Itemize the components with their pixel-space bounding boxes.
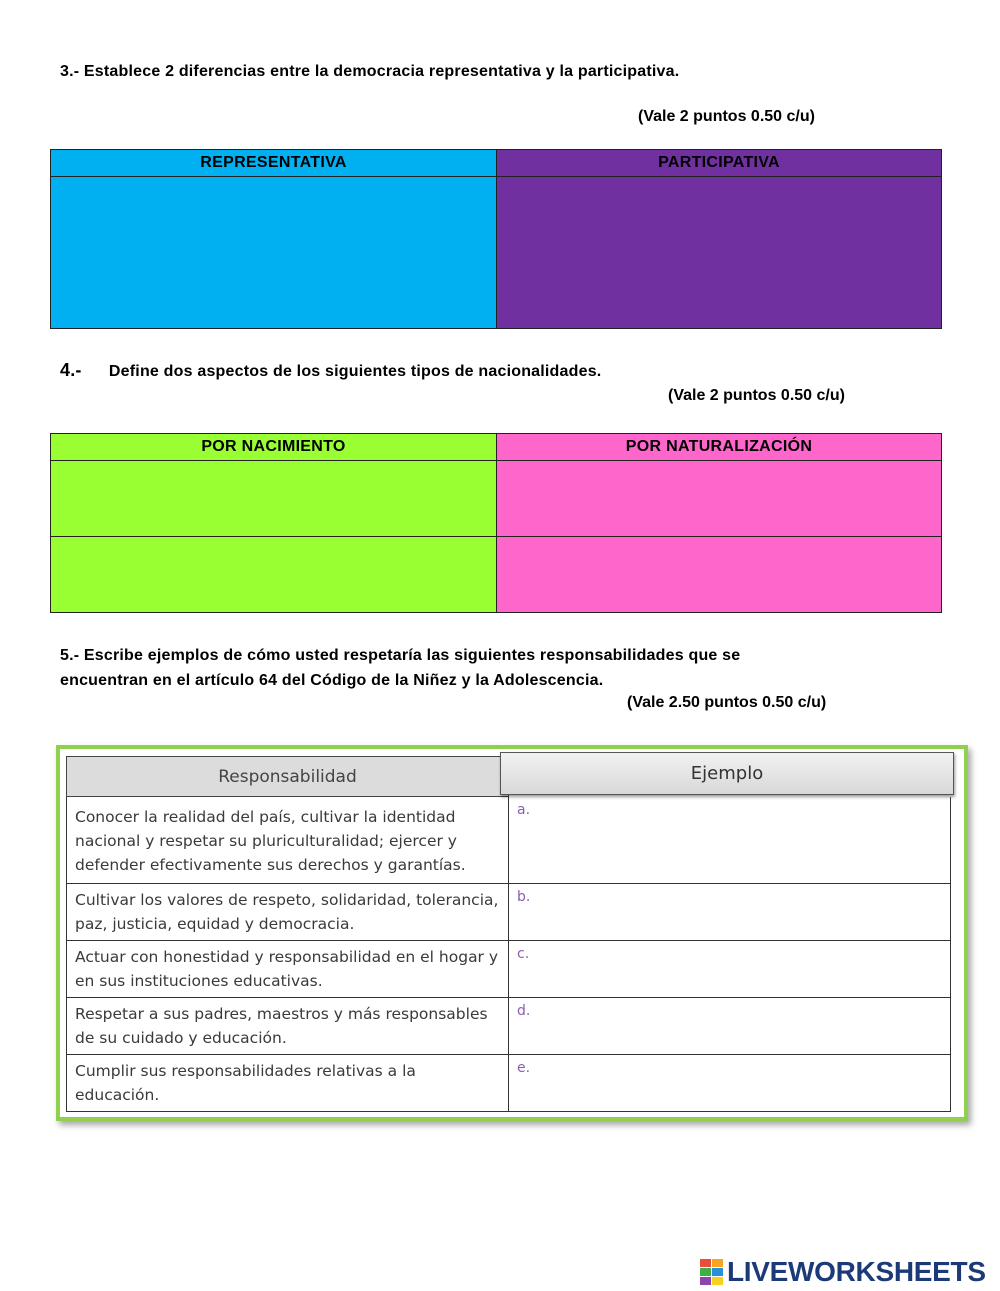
- question-5-line-1: 5.- Escribe ejemplos de cómo usted respetaría las siguientes responsabilidades que se: [60, 647, 741, 664]
- question-4-text: Define dos aspectos de los siguientes tipos de nacionalidades.: [108, 363, 602, 380]
- example-answer-d[interactable]: [509, 998, 950, 1054]
- question-3-points: (Vale 2 puntos 0.50 c/u): [638, 108, 815, 125]
- example-letter: b.: [517, 889, 531, 905]
- question-4-points: (Vale 2 puntos 0.50 c/u): [668, 387, 845, 404]
- responsibility-text: Cumplir sus responsabilidades relativas a la educación.: [67, 1055, 509, 1111]
- table-row: [67, 997, 950, 1054]
- naturalizacion-answer-cell-2[interactable]: [497, 536, 941, 612]
- naturalizacion-answer-cell-1[interactable]: [497, 460, 941, 536]
- question-5-points: (Vale 2.50 puntos 0.50 c/u): [627, 694, 827, 711]
- representative-vs-participative-table: [50, 149, 942, 329]
- table-row: [67, 883, 950, 940]
- por-nacimiento-header: POR NACIMIENTO: [51, 434, 497, 460]
- question-5-title: [60, 643, 960, 693]
- example-letter: a.: [517, 802, 531, 818]
- table-row: [67, 797, 950, 883]
- por-naturalizacion-header: POR NATURALIZACIÓN: [497, 434, 941, 460]
- responsibility-text: Actuar con honestidad y responsabilidad en el hogar y en sus instituciones educativas.: [67, 941, 509, 997]
- example-answer-a[interactable]: [509, 797, 950, 883]
- example-letter: d.: [517, 1003, 531, 1019]
- liveworksheets-logo: [700, 1256, 986, 1288]
- example-answer-c[interactable]: [509, 941, 950, 997]
- representativa-answer-cell[interactable]: [51, 176, 497, 328]
- example-letter: e.: [517, 1060, 531, 1076]
- logo-text: LIVEWORKSHEETS: [727, 1256, 986, 1287]
- question-4-number: 4.-: [60, 360, 82, 380]
- table-row: [51, 176, 941, 328]
- example-answer-e[interactable]: [509, 1055, 950, 1111]
- responsabilidad-header: Responsabilidad: [66, 756, 509, 797]
- table-row: [67, 1054, 950, 1111]
- example-letter: c.: [517, 946, 530, 962]
- responsibility-text: Cultivar los valores de respeto, solidaridad, tolerancia, paz, justicia, equidad y democracia.: [67, 884, 509, 940]
- participativa-answer-cell[interactable]: [497, 176, 941, 328]
- table-row: [67, 940, 950, 997]
- table-row: [51, 536, 941, 612]
- logo-blocks-icon: [700, 1259, 723, 1285]
- nationality-table: [50, 433, 942, 613]
- example-answer-b[interactable]: [509, 884, 950, 940]
- question-3-title: 3.- Establece 2 diferencias entre la democracia representativa y la participativa.: [60, 63, 680, 80]
- responsibility-text: Conocer la realidad del país, cultivar la identidad nacional y respetar su pluriculturalidad; ejercer y defender efectivamente sus derechos y garantías.: [67, 797, 509, 883]
- participativa-header: PARTICIPATIVA: [497, 150, 941, 176]
- representativa-header: REPRESENTATIVA: [51, 150, 497, 176]
- table-header-row: [51, 434, 941, 460]
- table-header-row: [51, 150, 941, 176]
- nacimiento-answer-cell-1[interactable]: [51, 460, 497, 536]
- responsibility-table: [66, 797, 951, 1112]
- responsibility-text: Respetar a sus padres, maestros y más responsables de su cuidado y educación.: [67, 998, 509, 1054]
- question-4-title: [60, 360, 601, 381]
- ejemplo-header: Ejemplo: [500, 752, 954, 795]
- nacimiento-answer-cell-2[interactable]: [51, 536, 497, 612]
- question-5-line-2: encuentran en el artículo 64 del Código de la Niñez y la Adolescencia.: [60, 672, 604, 689]
- table-row: [51, 460, 941, 536]
